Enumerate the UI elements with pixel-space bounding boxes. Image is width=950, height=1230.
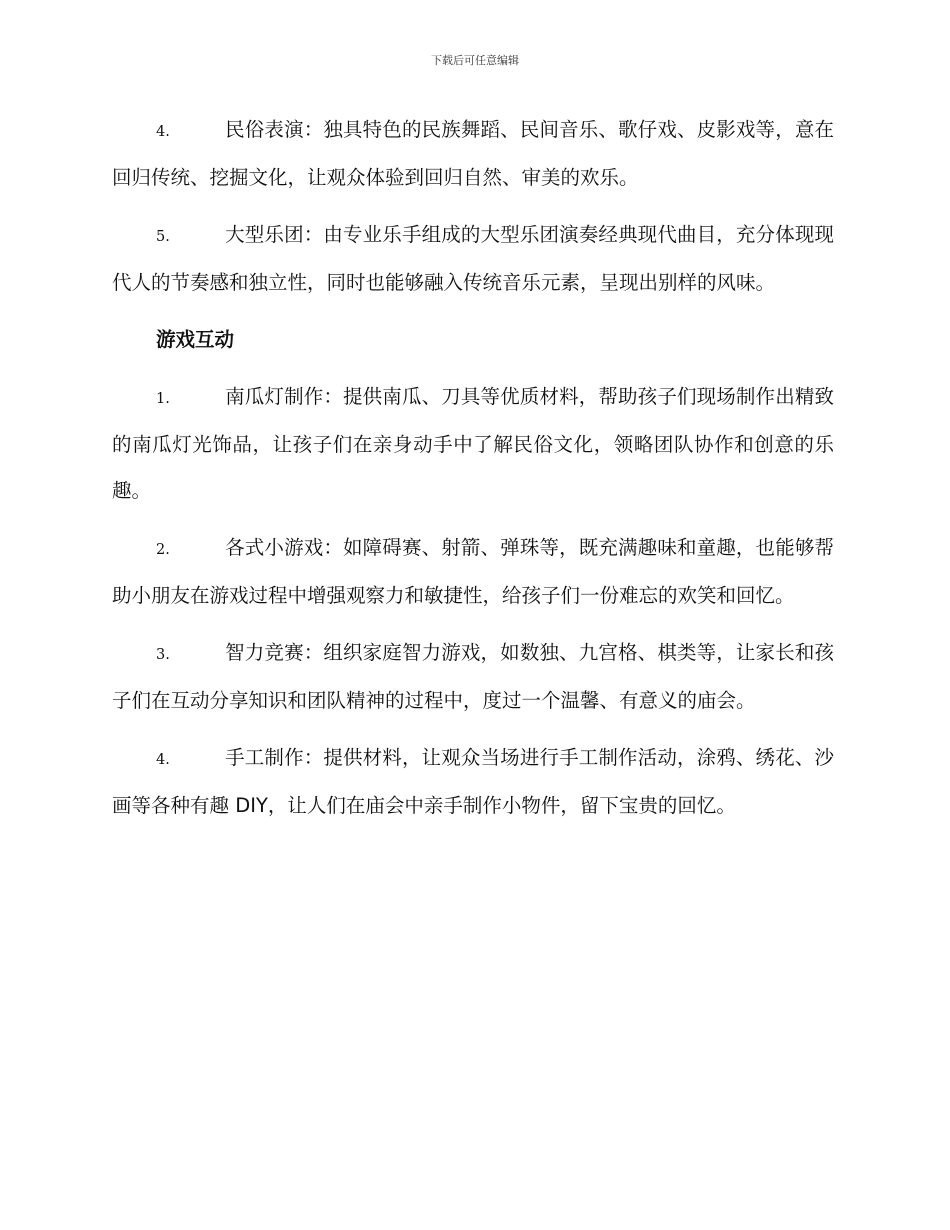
- list-item-performance-4: [112, 107, 834, 201]
- list-item-text: 智力竞赛：组织家庭智力游戏，如数独、九宫格、棋类等，让家长和孩子们在互动分享知识和团队精神的过程中，度过一个温馨、有意义的庙会。: [112, 641, 834, 712]
- list-item-game-3: [112, 630, 834, 724]
- section-heading-games: 游戏互动: [156, 328, 235, 351]
- list-item-game-4: [112, 735, 834, 829]
- list-item-number: 2.: [156, 542, 170, 558]
- list-item-text: 民俗表演：独具特色的民族舞蹈、民间音乐、歌仔戏、皮影戏等，意在回归传统、挖掘文化，让观众体验到回归自然、审美的欢乐。: [112, 118, 834, 189]
- list-item-text: 南瓜灯制作：提供南瓜、刀具等优质材料，帮助孩子们现场制作出精致的南瓜灯光饰品，让孩子们在亲身动手中了解民俗文化，领略团队协作和创意的乐趣。: [112, 385, 834, 502]
- list-item-text: 各式小游戏：如障碍赛、射箭、弹珠等，既充满趣味和童趣，也能够帮助小朋友在游戏过程中增强观察力和敏捷性，给孩子们一份难忘的欢笑和回忆。: [112, 536, 834, 607]
- list-item-text: 大型乐团：由专业乐手组成的大型乐团演奏经典现代曲目，充分体现现代人的节奏感和独立性，同时也能够融入传统音乐元素，呈现出别样的风味。: [112, 223, 834, 294]
- list-item-game-2: [112, 525, 834, 619]
- list-item-number: 4.: [156, 124, 170, 140]
- list-item-number: 3.: [156, 647, 170, 663]
- list-item-text: 手工制作：提供材料，让观众当场进行手工制作活动，涂鸦、绣花、沙画等各种有趣 DIY，让人们在庙会中亲手制作小物件，留下宝贵的回忆。: [112, 746, 834, 817]
- list-item-number: 1.: [156, 391, 170, 407]
- list-item-number: 5.: [156, 229, 170, 245]
- list-item-performance-5: [112, 212, 834, 306]
- list-item-number: 4.: [156, 752, 170, 768]
- document-body: [112, 107, 834, 840]
- list-item-game-1: [112, 374, 834, 514]
- page-header-note: 下载后可任意编辑: [431, 54, 519, 67]
